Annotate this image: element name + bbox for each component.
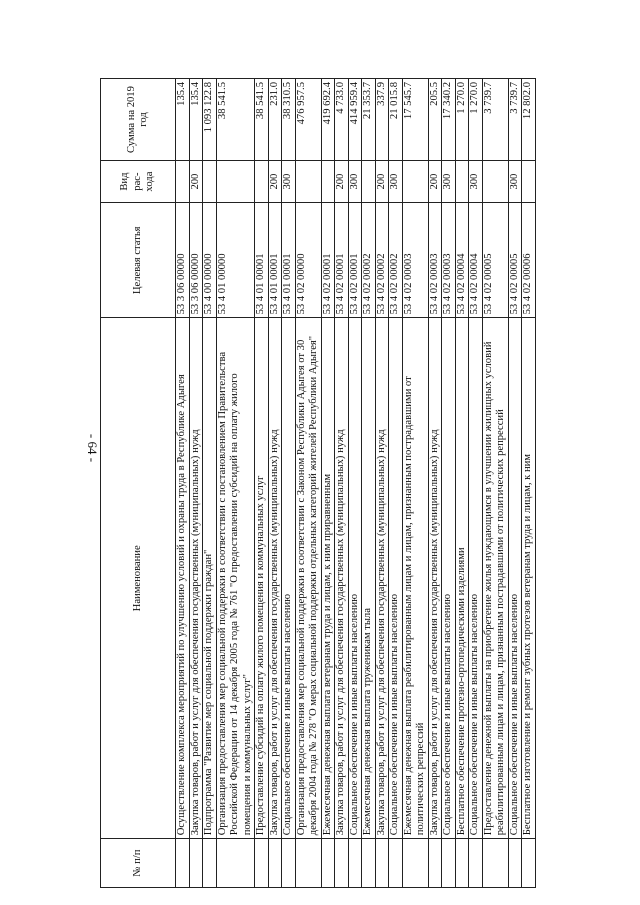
table-body — [176, 79, 536, 888]
cell-code: 53 4 00 00000 — [203, 203, 217, 318]
table-row — [282, 79, 296, 888]
cell-sum: 135.4 — [189, 79, 203, 161]
table-row — [442, 79, 456, 888]
cell-name: Предоставление субсидий на оплату жилого помещения и коммунальных услуг — [255, 318, 269, 839]
cell-num — [255, 839, 269, 888]
header-row — [101, 79, 176, 888]
table-row — [268, 79, 282, 888]
cell-num — [389, 839, 403, 888]
cell-num — [482, 839, 508, 888]
table-row — [508, 79, 522, 888]
cell-sum: 38 310.5 — [282, 79, 296, 161]
table-row — [335, 79, 349, 888]
cell-code: 53 4 01 00001 — [255, 203, 269, 318]
cell-num — [442, 839, 456, 888]
cell-name: Закупка товаров, работ и услуг для обеспечения государственных (муниципальных) нужд — [189, 318, 203, 839]
cell-name: Предоставление денежной выплаты на приобретение жилья нуждающимся в улучшении жилищных условий реабилитированным лицам и лицам, признанным пострадавшими от политических репрессий — [482, 318, 508, 839]
cell-vr — [522, 161, 536, 203]
cell-code: 53 4 02 00000 — [295, 203, 321, 318]
cell-name: Социальное обеспечение и иные выплаты населению — [508, 318, 522, 839]
cell-vr: 200 — [375, 161, 389, 203]
cell-num — [203, 839, 217, 888]
cell-sum: 38 541.5 — [255, 79, 269, 161]
cell-name: Закупка товаров, работ и услуг для обеспечения государственных (муниципальных) нужд — [335, 318, 349, 839]
cell-vr — [362, 161, 376, 203]
cell-num — [321, 839, 335, 888]
cell-vr: 300 — [442, 161, 456, 203]
cell-vr — [455, 161, 469, 203]
cell-code: 53 4 02 00002 — [375, 203, 389, 318]
cell-name: Закупка товаров, работ и услуг для обеспечения государственных (муниципальных) нужд — [375, 318, 389, 839]
cell-code: 53 4 01 00001 — [282, 203, 296, 318]
table-row — [389, 79, 403, 888]
cell-code: 53 4 02 00004 — [469, 203, 483, 318]
cell-code: 53 4 02 00005 — [482, 203, 508, 318]
cell-vr — [255, 161, 269, 203]
cell-name: Социальное обеспечение и иные выплаты населению — [348, 318, 362, 839]
rotated-page — [100, 78, 640, 888]
cell-name: Закупка товаров, работ и услуг для обеспечения государственных (муниципальных) нужд — [428, 318, 442, 839]
table-row — [455, 79, 469, 888]
cell-num — [176, 839, 190, 888]
cell-sum: 17 340.2 — [442, 79, 456, 161]
cell-vr: 200 — [189, 161, 203, 203]
cell-sum: 414 959.4 — [348, 79, 362, 161]
cell-code: 53 4 02 00003 — [402, 203, 428, 318]
cell-vr — [482, 161, 508, 203]
cell-vr: 300 — [282, 161, 296, 203]
cell-num — [295, 839, 321, 888]
table-row — [203, 79, 217, 888]
cell-vr: 200 — [428, 161, 442, 203]
table-row — [189, 79, 203, 888]
table-row — [255, 79, 269, 888]
cell-sum: 12 802.0 — [522, 79, 536, 161]
cell-num — [508, 839, 522, 888]
cell-sum: 476 957.5 — [295, 79, 321, 161]
table-row — [295, 79, 321, 888]
cell-num — [362, 839, 376, 888]
cell-code: 53 4 02 00006 — [522, 203, 536, 318]
cell-name: Ежемесячная денежная выплата ветеранам труда и лицам, к ним приравненным — [321, 318, 335, 839]
table-row — [321, 79, 335, 888]
cell-vr — [321, 161, 335, 203]
cell-code: 53 4 02 00001 — [335, 203, 349, 318]
cell-sum: 38 541.5 — [216, 79, 255, 161]
table-row — [402, 79, 428, 888]
table-row — [522, 79, 536, 888]
cell-vr: 200 — [335, 161, 349, 203]
cell-code: 53 4 01 00001 — [268, 203, 282, 318]
header-code: Целевая статья — [101, 203, 176, 318]
cell-code: 53 4 02 00005 — [508, 203, 522, 318]
cell-sum: 21 353.7 — [362, 79, 376, 161]
cell-code: 53 4 02 00003 — [442, 203, 456, 318]
cell-code: 53 3 06 00000 — [189, 203, 203, 318]
cell-code: 53 4 02 00004 — [455, 203, 469, 318]
cell-num — [455, 839, 469, 888]
cell-name: Социальное обеспечение и иные выплаты населению — [442, 318, 456, 839]
cell-sum: 337.9 — [375, 79, 389, 161]
cell-name: Подпрограмма "Развитие мер социальной поддержки граждан" — [203, 318, 217, 839]
cell-vr — [176, 161, 190, 203]
cell-sum: 17 545.7 — [402, 79, 428, 161]
cell-name: Социальное обеспечение и иные выплаты населению — [469, 318, 483, 839]
cell-num — [348, 839, 362, 888]
cell-num — [469, 839, 483, 888]
header-vr: Вид рас- хода — [101, 161, 176, 203]
cell-sum: 21 015.8 — [389, 79, 403, 161]
cell-sum: 231.0 — [268, 79, 282, 161]
cell-name: Социальное обеспечение и иные выплаты населению — [282, 318, 296, 839]
table-row — [482, 79, 508, 888]
cell-name: Организация предоставления мер социальной поддержки в соответствии с постановлением Правительства Российской Федерации от 14 декабря 2005 года № 761 "О предоставлении субсидий на оплату жилого помещения и коммунальных услуг" — [216, 318, 255, 839]
cell-sum: 3 739.7 — [508, 79, 522, 161]
cell-name: Бесплатное изготовление и ремонт зубных протезов ветеранам труда и лицам, к ним — [522, 318, 536, 839]
cell-code: 53 4 02 00003 — [428, 203, 442, 318]
page-number: - 64 - — [85, 433, 101, 463]
cell-vr: 300 — [508, 161, 522, 203]
cell-sum: 1 093 122.8 — [203, 79, 217, 161]
cell-num — [268, 839, 282, 888]
header-num: № п/п — [101, 839, 176, 888]
cell-name: Ежемесячная денежная выплата реабилитированным лицам и лицам, признанным пострадавшими от политических репрессий — [402, 318, 428, 839]
budget-table — [100, 78, 536, 888]
cell-vr — [402, 161, 428, 203]
cell-sum: 1 270.0 — [469, 79, 483, 161]
cell-code: 53 4 02 00001 — [321, 203, 335, 318]
table-row — [348, 79, 362, 888]
table-row — [176, 79, 190, 888]
cell-num — [189, 839, 203, 888]
cell-name: Осуществление комплекса мероприятий по улучшению условий и охраны труда в Республике Адыгея — [176, 318, 190, 839]
header-name: Наименование — [101, 318, 176, 839]
cell-sum: 419 692.4 — [321, 79, 335, 161]
table-row — [375, 79, 389, 888]
table-row — [362, 79, 376, 888]
cell-sum: 205.5 — [428, 79, 442, 161]
cell-num — [216, 839, 255, 888]
cell-name: Бесплатное обеспечение протезно-ортопедическими изделиями — [455, 318, 469, 839]
cell-code: 53 4 01 00000 — [216, 203, 255, 318]
cell-vr: 300 — [469, 161, 483, 203]
cell-vr — [216, 161, 255, 203]
cell-vr: 300 — [389, 161, 403, 203]
cell-sum: 3 739.7 — [482, 79, 508, 161]
cell-name: Организация предоставления мер социальной поддержки в соответствии с Законом Республики Адыгея от 30 декабря 2004 года № 278 "О мерах социальной поддержки отдельных категорий жителей Республики Адыгея" — [295, 318, 321, 839]
cell-code: 53 3 06 00000 — [176, 203, 190, 318]
cell-num — [375, 839, 389, 888]
cell-num — [282, 839, 296, 888]
table-row — [428, 79, 442, 888]
cell-vr — [203, 161, 217, 203]
cell-name: Ежемесячная денежная выплата труженикам тыла — [362, 318, 376, 839]
cell-sum: 1 270.0 — [455, 79, 469, 161]
cell-num — [402, 839, 428, 888]
table-row — [216, 79, 255, 888]
cell-num — [522, 839, 536, 888]
cell-code: 53 4 02 00001 — [348, 203, 362, 318]
table-row — [469, 79, 483, 888]
cell-sum: 135.4 — [176, 79, 190, 161]
cell-name: Социальное обеспечение и иные выплаты населению — [389, 318, 403, 839]
cell-num — [335, 839, 349, 888]
header-sum: Сумма на 2019 год — [101, 79, 176, 161]
cell-num — [428, 839, 442, 888]
cell-code: 53 4 02 00002 — [362, 203, 376, 318]
cell-code: 53 4 02 00002 — [389, 203, 403, 318]
cell-sum: 4 733.0 — [335, 79, 349, 161]
cell-vr: 300 — [348, 161, 362, 203]
cell-vr: 200 — [268, 161, 282, 203]
cell-name: Закупка товаров, работ и услуг для обеспечения государственных (муниципальных) нужд — [268, 318, 282, 839]
cell-vr — [295, 161, 321, 203]
